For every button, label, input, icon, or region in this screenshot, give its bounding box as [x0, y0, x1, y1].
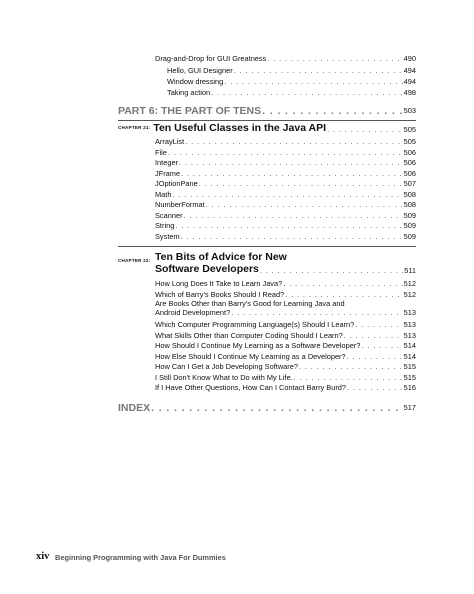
toc-entry[interactable]: [167, 77, 416, 86]
toc-entry-title: Math: [155, 189, 172, 199]
toc-entry-title: Integer: [155, 158, 179, 167]
toc-entry[interactable]: [155, 341, 416, 350]
leader-dots: [267, 54, 402, 63]
toc-entry-page: 515: [403, 362, 416, 371]
toc-entry[interactable]: [155, 190, 416, 199]
toc-entry[interactable]: [155, 232, 416, 241]
toc-entry[interactable]: [155, 148, 416, 157]
chapter-title-line: [155, 263, 416, 275]
leader-dots: [327, 125, 403, 134]
chapter-heading[interactable]: [118, 122, 416, 134]
toc-entry-page: 509: [403, 221, 416, 230]
toc-entry-page: 512: [403, 279, 416, 288]
toc-entry-line: [155, 308, 416, 317]
toc-entry-page: 515: [403, 372, 416, 382]
toc-entry-title: Scanner: [155, 210, 183, 220]
toc-entry-page: 506: [403, 147, 416, 157]
toc-entry-title: System: [155, 231, 180, 241]
toc-entry-title: File: [155, 147, 167, 157]
leader-dots: [184, 211, 403, 220]
toc-entry-title: Drag-and-Drop for GUI Greatness: [155, 54, 267, 63]
toc-entry[interactable]: [155, 373, 416, 382]
leader-dots: [211, 88, 403, 97]
part-title: PART 6: THE PART OF TENS: [118, 105, 262, 117]
toc-entry[interactable]: [155, 54, 416, 63]
toc-entry-page: 513: [403, 320, 416, 329]
toc-entry-page: 508: [403, 189, 416, 199]
toc-entry[interactable]: [155, 211, 416, 220]
chapter-label: CHAPTER 21:: [118, 125, 151, 130]
leader-dots: [175, 221, 402, 230]
toc-entry-page: 514: [403, 351, 416, 361]
toc-entry-page: 494: [403, 66, 416, 75]
leader-dots: [231, 308, 402, 317]
toc-entry[interactable]: [155, 362, 416, 371]
page-number: xiv: [36, 551, 50, 562]
toc-entry-page: 490: [403, 54, 416, 63]
leader-dots: [347, 352, 403, 361]
leader-dots: [181, 169, 403, 178]
chapter-title: Ten Useful Classes in the Java API: [153, 122, 327, 134]
leader-dots: [283, 279, 402, 288]
leader-dots: [185, 137, 402, 146]
toc-entry[interactable]: [155, 352, 416, 361]
toc-entry[interactable]: [155, 179, 416, 188]
leader-dots: [262, 105, 403, 117]
toc-entry[interactable]: [155, 221, 416, 230]
toc-entry-page: 512: [403, 289, 416, 299]
chapter-page: 511: [404, 266, 416, 275]
index-page: 517: [403, 403, 416, 412]
index-heading[interactable]: [118, 402, 416, 414]
toc-entry[interactable]: [155, 320, 416, 329]
toc-entry[interactable]: [155, 279, 416, 288]
toc-entry[interactable]: [167, 66, 416, 75]
toc-entry[interactable]: [155, 383, 416, 392]
divider: [118, 246, 416, 247]
leader-dots: [224, 77, 402, 86]
part-heading[interactable]: [118, 105, 416, 117]
leader-dots: [355, 320, 402, 329]
toc-entry-page: 505: [403, 137, 416, 146]
toc-entry-title: Taking action: [167, 88, 211, 97]
chapter-page: 505: [403, 125, 416, 134]
part-page: 503: [403, 106, 416, 115]
toc-entry[interactable]: [155, 331, 416, 340]
toc-entry-page: 506: [403, 168, 416, 178]
leader-dots: [172, 190, 402, 199]
leader-dots: [151, 402, 403, 414]
toc-entry[interactable]: [155, 169, 416, 178]
running-footer-title: Beginning Programming with Java For Dummies: [55, 553, 226, 562]
leader-dots: [179, 158, 403, 167]
toc-entry[interactable]: [155, 290, 416, 299]
leader-dots: [234, 66, 403, 75]
toc-entry-page: 498: [403, 88, 416, 97]
leader-dots: [285, 290, 402, 299]
toc-entry-title: Window dressing: [167, 77, 224, 86]
toc-entry-title: How Long Does It Take to Learn Java?: [155, 279, 283, 288]
leader-dots: [199, 179, 403, 188]
toc-entry-page: 516: [403, 383, 416, 392]
toc-entry[interactable]: [155, 299, 416, 318]
divider: [118, 120, 416, 121]
toc-entry[interactable]: [167, 88, 416, 97]
toc-entry-title: Which of Barry's Books Should I Read?: [155, 289, 285, 299]
toc-entry-page: 506: [403, 158, 416, 167]
toc-entry-title: JOptionPane: [155, 179, 198, 188]
toc-entry-title: ArrayList: [155, 137, 185, 146]
toc-entry-page: 494: [403, 77, 416, 86]
toc-entry-page: 513: [403, 330, 416, 340]
toc-entry-title: Which Computer Programming Language(s) Should I Learn?: [155, 320, 355, 329]
toc-entry-title: How Else Should I Continue My Learning as a Developer?: [155, 351, 346, 361]
leader-dots: [206, 200, 403, 209]
toc-entry-page: 508: [403, 200, 416, 209]
toc-entry-page: 513: [403, 308, 416, 317]
leader-dots: [299, 362, 403, 371]
toc-entry-title: How Should I Continue My Learning as a Software Developer?: [155, 341, 361, 350]
index-title: INDEX: [118, 402, 151, 414]
toc-entry-title: JFrame: [155, 168, 181, 178]
toc-entry-title: Hello, GUI Designer: [167, 66, 233, 75]
chapter-title-line1: Ten Bits of Advice for New: [155, 251, 287, 263]
leader-dots: [260, 266, 403, 275]
toc-entry-title-line2: Android Development?: [155, 308, 231, 317]
chapter-heading[interactable]: [118, 251, 416, 277]
toc-entry-title-line1: Are Books Other than Barry's Good for Learning Java and: [155, 299, 345, 308]
toc-entry-title: How Can I Get a Job Developing Software?: [155, 362, 298, 371]
leader-dots: [294, 373, 403, 382]
toc-entry-page: 509: [403, 210, 416, 220]
chapter-label: CHAPTER 22:: [118, 258, 151, 263]
toc-entry[interactable]: [155, 137, 416, 146]
toc-entry[interactable]: [155, 200, 416, 209]
leader-dots: [347, 383, 403, 392]
leader-dots: [181, 232, 403, 241]
toc-entry-page: 509: [403, 231, 416, 241]
toc-entry-title: If I Have Other Questions, How Can I Contact Barry Burd?: [155, 383, 347, 392]
leader-dots: [168, 148, 403, 157]
toc-entry-title: I Still Don't Know What to Do with My Life.: [155, 372, 293, 382]
toc-entry[interactable]: [155, 158, 416, 167]
chapter-title-line2: Software Developers: [155, 263, 259, 275]
toc-entry-title: What Skills Other than Computer Coding Should I Learn?: [155, 330, 343, 340]
leader-dots: [344, 331, 403, 340]
leader-dots: [361, 341, 402, 350]
toc-entry-page: 514: [403, 341, 416, 350]
toc-entry-title: NumberFormat: [155, 200, 205, 209]
toc-entry-title: String: [155, 221, 175, 230]
toc-entry-page: 507: [403, 179, 416, 188]
